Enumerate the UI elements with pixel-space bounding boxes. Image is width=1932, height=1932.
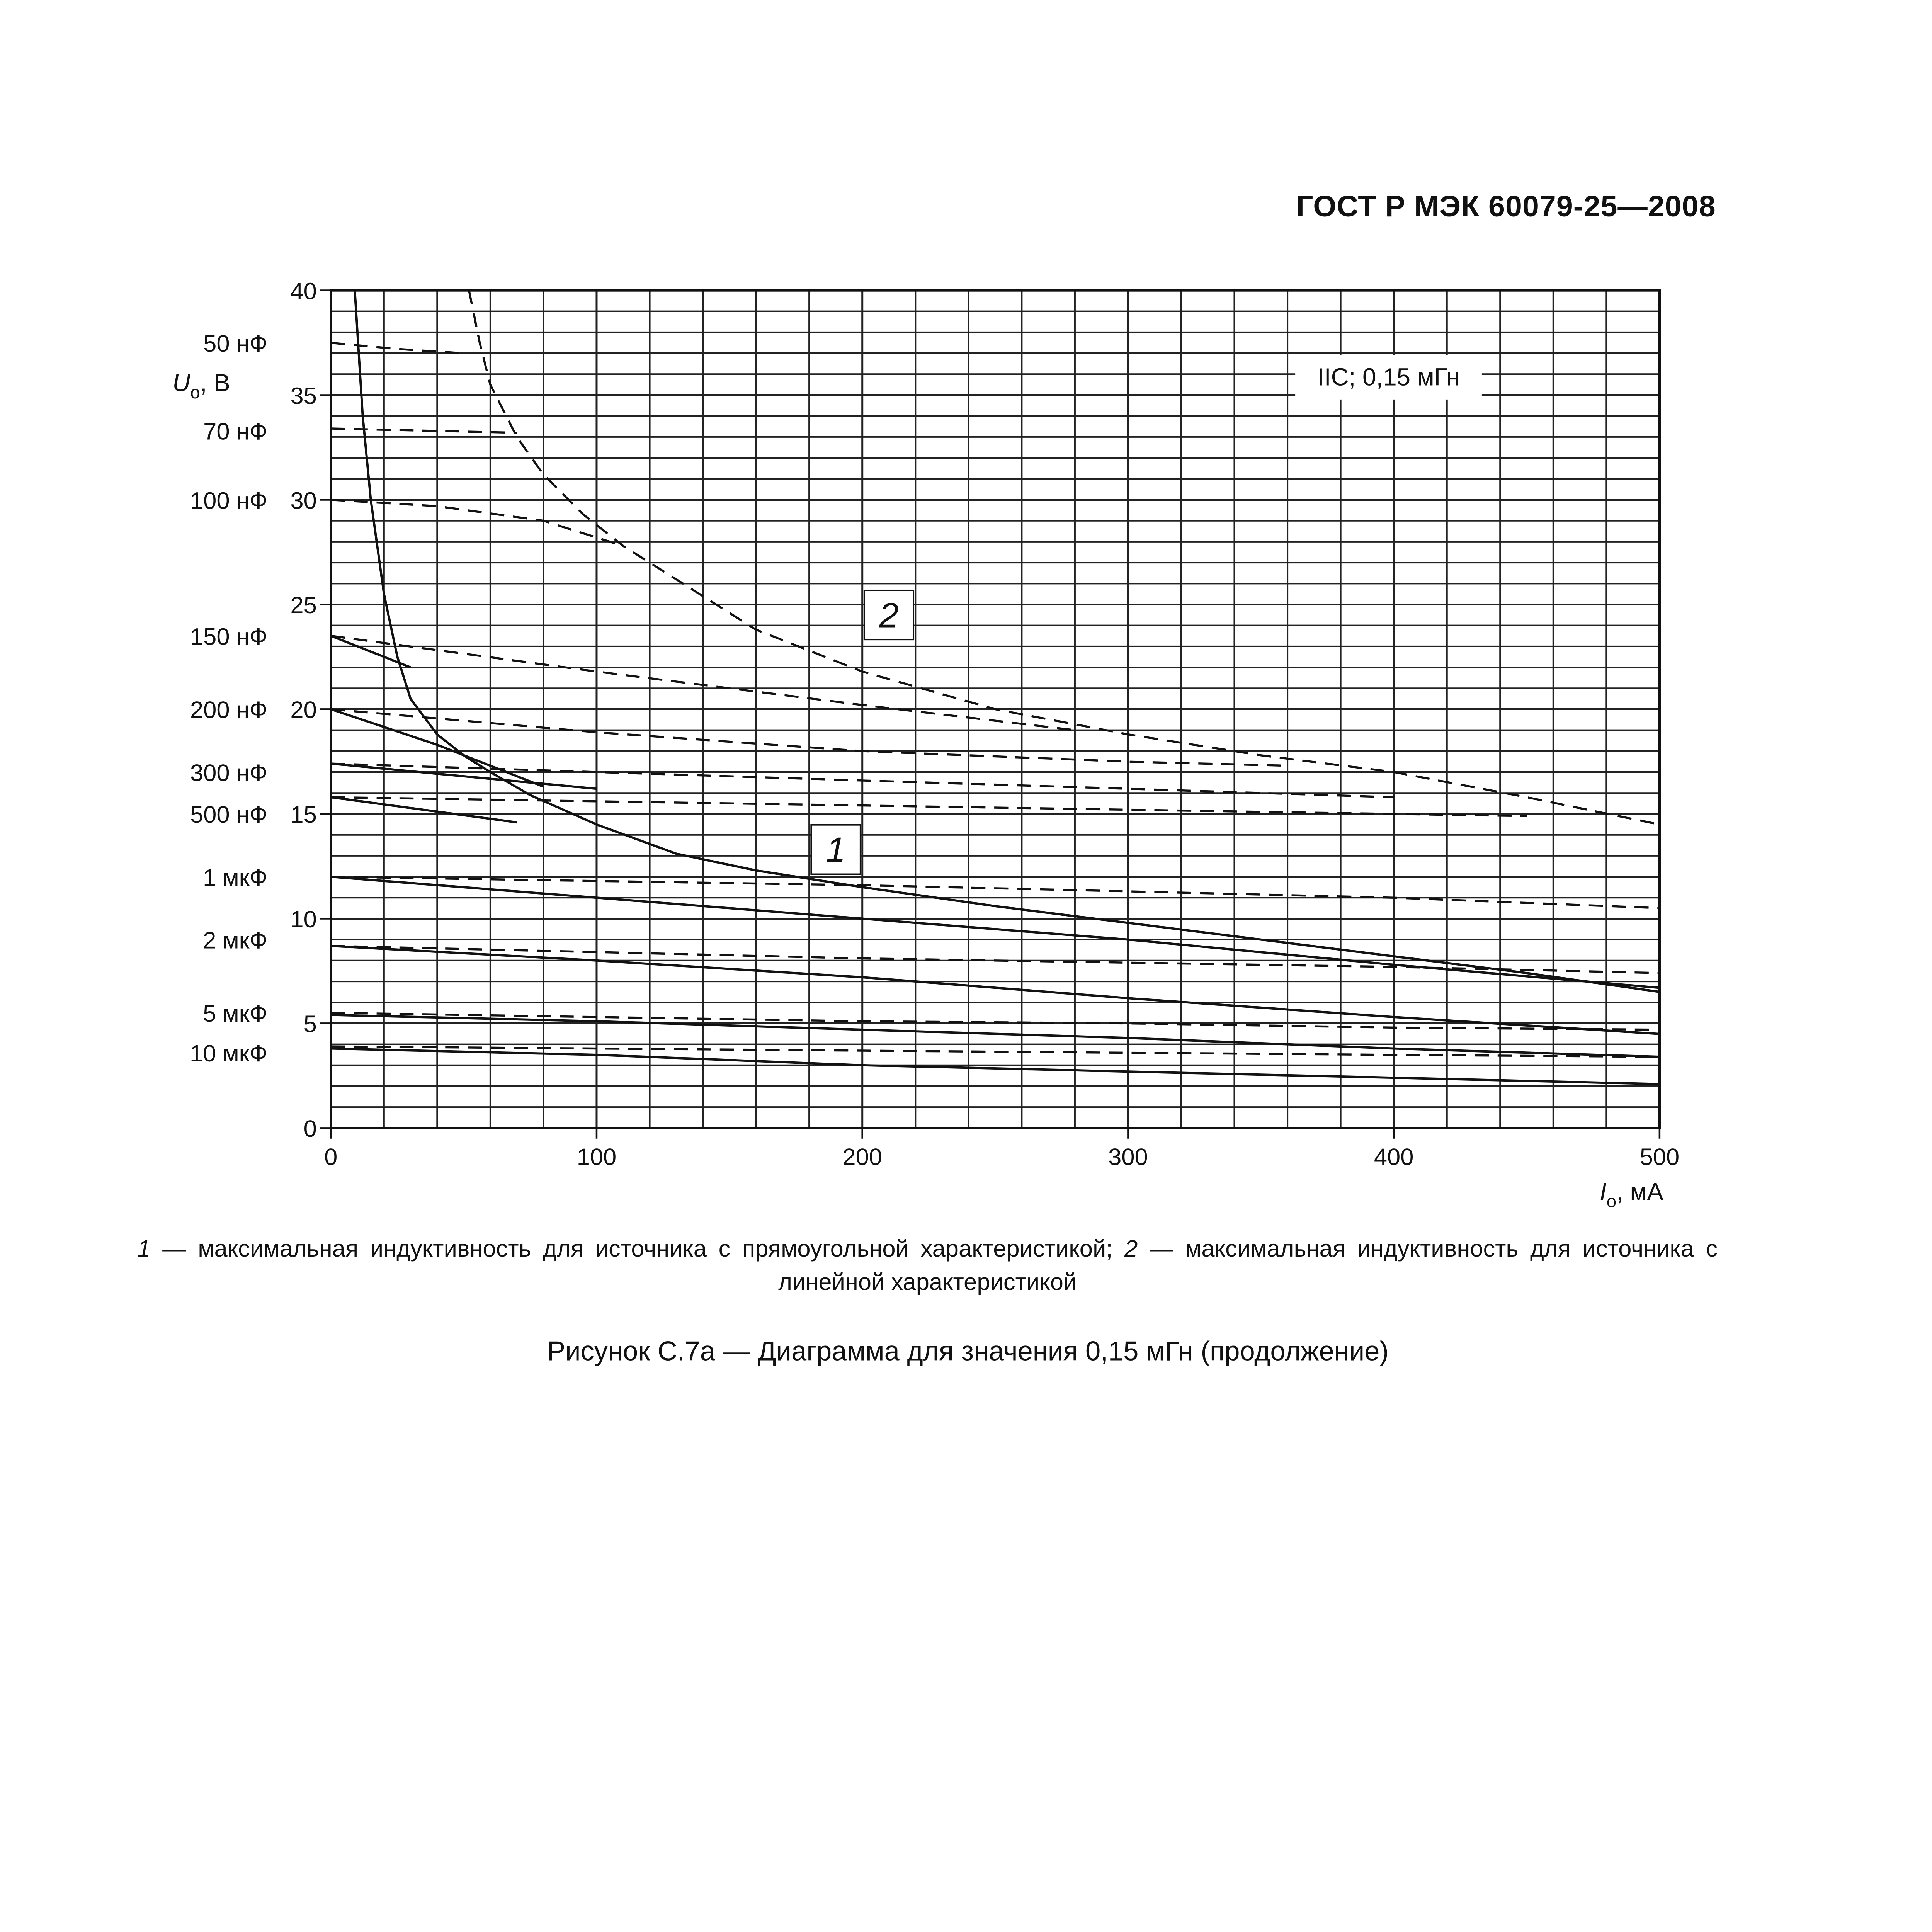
linear-source-curve [331, 429, 517, 433]
capacitance-label: 500 нФ [190, 801, 268, 828]
chart-series [331, 290, 1660, 1084]
curve-number-label: 2 [879, 596, 899, 635]
box-label: IIC; 0,15 мГн [1317, 363, 1460, 391]
x-tick-label: 0 [324, 1144, 338, 1171]
document-header: ГОСТ Р МЭК 60079-25—2008 [1296, 190, 1716, 224]
y-tick-label: 30 [290, 487, 317, 514]
legend-item1-text: — максимальная индуктивность для источника с прямоугольной характеристикой; [150, 1235, 1125, 1262]
x-tick-label: 500 [1639, 1144, 1680, 1171]
y-tick-label: 25 [290, 592, 317, 619]
figure-caption: Рисунок С.7а — Диаграмма для значения 0,15 мГн (продолжение) [547, 1337, 1389, 1367]
y-tick-label: 40 [290, 278, 317, 305]
y-tick-label: 15 [290, 801, 317, 828]
x-tick-label: 300 [1108, 1144, 1148, 1171]
x-tick-label: 400 [1374, 1144, 1414, 1171]
x-tick-label: 200 [842, 1144, 882, 1171]
capacitance-label: 200 нФ [190, 697, 268, 724]
legend-item1-number: 1 [137, 1235, 151, 1262]
rect-source-curve [331, 877, 1660, 988]
legend-item2-text: — максимальная индуктивность для источника с линейной характеристикой [778, 1235, 1718, 1296]
x-tick-label: 100 [577, 1144, 617, 1171]
rect-source-curve [331, 797, 517, 822]
linear-source-curve [331, 343, 464, 353]
y-tick-label: 10 [290, 906, 317, 933]
capacitance-label: 2 мкФ [203, 927, 268, 954]
y-tick-label: 0 [303, 1116, 317, 1143]
capacitance-label: 300 нФ [190, 759, 268, 786]
rect-source-curve [331, 636, 410, 668]
y-axis-label: $U_o$, В [172, 369, 230, 402]
figure-legend [137, 1232, 1718, 1299]
capacitance-label: 1 мкФ [203, 864, 268, 891]
linear-source-curve [331, 946, 1660, 973]
curve-number-label: 1 [826, 830, 846, 870]
capacitance-label: 5 мкФ [203, 1000, 268, 1027]
capacitance-label: 50 нФ [203, 330, 268, 357]
capacitance-label: 100 нФ [190, 487, 268, 514]
y-tick-label: 5 [303, 1011, 317, 1038]
rect-source-curve [331, 1049, 1660, 1084]
capacitance-label: 70 нФ [203, 418, 268, 445]
legend-item2-number: 2 [1124, 1235, 1138, 1262]
y-tick-label: 20 [290, 697, 317, 724]
y-tick-label: 35 [290, 383, 317, 410]
rect-source-curve [331, 764, 597, 789]
x-axis-label: $I_o$, мА [1600, 1178, 1663, 1211]
capacitance-label: 150 нФ [190, 623, 268, 650]
capacitance-label: 10 мкФ [189, 1040, 268, 1067]
